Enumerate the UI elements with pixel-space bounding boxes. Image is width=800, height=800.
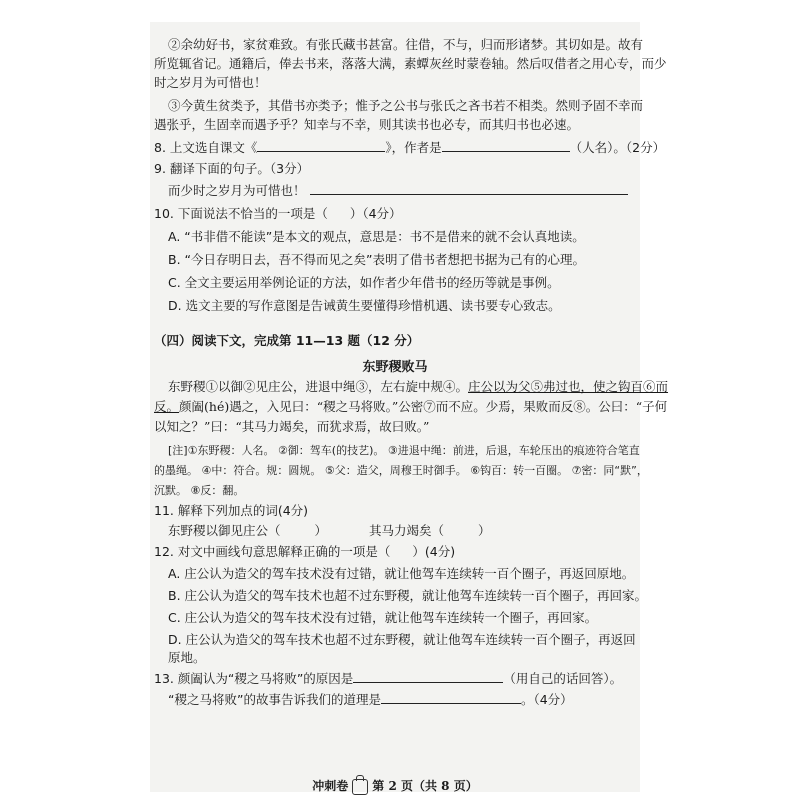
annotation-line: 的墨绳。 ④中：符合。规：圆规。 ⑤父：造父，周穆王时御手。 ⑥钩百：转一百圈。 ⑦密：同“默”， — [154, 464, 648, 477]
paren-close: ） — [314, 523, 328, 538]
page-number: 第 2 页（共 8 页） — [372, 779, 478, 793]
passage-line: 时之岁月为可惜也！ — [154, 75, 267, 90]
question-9-line — [168, 182, 628, 200]
option-d: D. 选文主要的写作意图是告诫黄生要懂得珍惜机遇、读书要专心致志。 — [168, 298, 561, 313]
q13-text-b: （用自己的话回答）。 — [503, 671, 623, 686]
q10-stem-text: 10. 下面说法不恰当的一项是（ — [154, 206, 328, 221]
q13-text-a: 13. 颜阖认为“稷之马将败”的原因是 — [154, 671, 354, 686]
underlined-sentence: 反。 — [154, 399, 180, 414]
option-b: B. “今日存明日去，吾不得而见之矣”表明了借书者想把书据为己有的心理。 — [168, 252, 585, 267]
page-footer — [150, 777, 640, 795]
question-13-line1 — [154, 670, 622, 688]
option-d: D. 庄公认为造父的驾车技术也超不过东野稷，就让他驾车连续转一百个圈子，再返回 — [168, 632, 636, 647]
exam-page — [150, 22, 669, 793]
section-heading: （四）阅读下文，完成第 11—13 题（12 分） — [154, 333, 420, 348]
passage-line: ③今黄生贫类予，其借书亦类予；惟予之公书与张氏之吝书若不相类。然则予固不幸而 — [168, 98, 644, 113]
paren-close: ） — [478, 523, 491, 538]
q12-stem-text: 12. 对文中画线句意思解释正确的一项是（ — [154, 544, 391, 559]
option-d-cont: 原地。 — [168, 650, 206, 665]
passage-line: 以知之？”曰：“其马力竭矣，而犹求焉，故曰败。” — [154, 419, 430, 434]
q11-item-2: 其马力竭矣（ — [369, 523, 445, 538]
passage-text: 颜阖(hé)遇之，入见曰：“稷之马将败。”公密⑦而不应。少焉，果败而反⑧。公曰：“子何 — [179, 399, 668, 414]
answer-blank[interactable] — [353, 670, 503, 683]
question-12-stem — [154, 543, 455, 561]
option-a: A. 庄公认为造父的驾车技术没有过错，就让他驾车连续转一百个圈子，再返回原地。 — [168, 566, 635, 581]
answer-blank[interactable] — [381, 691, 521, 704]
passage-line: ②余幼好书，家贫难致。有张氏藏书甚富。往借，不与，归而形诸梦。其切如是。故有 — [168, 37, 644, 52]
q12-stem-end: ）(4分) — [412, 544, 456, 559]
question-11-stem: 11. 解释下列加点的词(4分) — [154, 503, 309, 518]
question-13-line2 — [168, 691, 573, 709]
q13-text-c: “稷之马将败”的故事告诉我们的道理是 — [168, 692, 381, 707]
q8-text-a: 8. 上文选自课文《 — [154, 140, 258, 155]
passage-line — [154, 398, 667, 416]
passage-line — [168, 378, 668, 396]
option-c: C. 庄公认为造父的驾车技术没有过错，就让他驾车连续转一个圈子，再回家。 — [168, 610, 598, 625]
passage-line: 所览辄省记。通籍后，俸去书来，落落大满，素蟫灰丝时蒙卷轴。然后叹借者之用心专，而少 — [154, 56, 667, 71]
answer-blank[interactable] — [257, 139, 385, 152]
passage-title: 东野稷败马 — [362, 360, 428, 375]
question-10-stem — [154, 205, 402, 223]
option-b: B. 庄公认为造父的驾车技术也超不过东野稷，就让他驾车连续转一百个圈子，再回家。 — [168, 588, 648, 603]
annotation-line: 沉默。 ⑧反：翻。 — [154, 484, 245, 497]
passage-text: 东野稷①以御②见庄公，进退中绳③，左右旋中规④。 — [168, 379, 469, 394]
q10-stem-end: ）（4分） — [349, 206, 402, 221]
question-11-items — [168, 522, 491, 540]
option-c: C. 全文主要运用举例论证的方法，如作者少年借书的经历等就是事例。 — [168, 275, 560, 290]
passage-line: 遇张乎，生固幸而遇予乎？知幸与不幸，则其读书也必专，而其归书也必速。 — [154, 117, 580, 132]
q8-text-c: （人名）。（2分） — [569, 140, 666, 155]
question-8 — [154, 139, 665, 157]
q13-text-d: 。（4分） — [520, 692, 573, 707]
answer-blank[interactable] — [310, 182, 628, 195]
underlined-sentence: 庄公以为父⑤弗过也，使之钩百⑥而 — [468, 379, 669, 394]
q9-sentence: 而少时之岁月为可惜也！ — [168, 183, 306, 198]
question-9-stem: 9. 翻译下面的句子。（3分） — [154, 161, 310, 176]
q11-item-1: 东野稷以御见庄公（ — [168, 523, 281, 538]
footer-label: 冲刺卷 — [312, 779, 349, 793]
cup-icon — [352, 779, 368, 795]
answer-blank[interactable] — [442, 139, 570, 152]
option-a: A. “书非借不能读”是本文的观点，意思是：书不是借来的就不会认真地读。 — [168, 229, 585, 244]
annotation-line: [注]①东野稷：人名。 ②御：驾车(的技艺)。 ③进退中绳：前进，后退，车轮压出的痕迹符合笔直 — [168, 444, 640, 457]
q8-text-b: 》，作者是 — [385, 140, 442, 155]
